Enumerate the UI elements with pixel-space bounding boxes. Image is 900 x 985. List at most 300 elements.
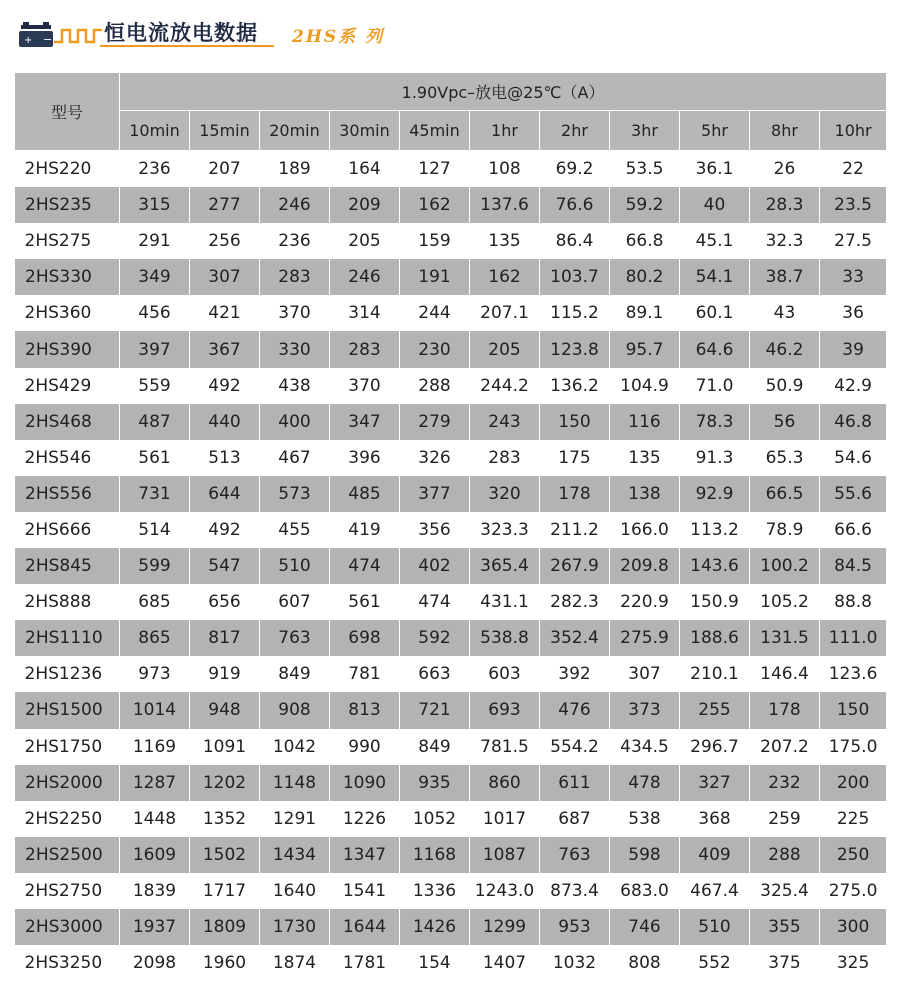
- value-cell: 510: [680, 909, 750, 945]
- column-header: 10hr: [820, 111, 887, 151]
- column-header: 1hr: [470, 111, 540, 151]
- table-row: [15, 331, 887, 367]
- value-cell: 763: [260, 620, 330, 656]
- value-cell: 92.9: [680, 476, 750, 512]
- value-cell: 1226: [330, 801, 400, 837]
- model-cell: 2HS220: [15, 151, 120, 188]
- model-cell: 2HS888: [15, 584, 120, 620]
- value-cell: 232: [750, 765, 820, 801]
- value-cell: 1287: [120, 765, 190, 801]
- value-cell: 65.3: [750, 440, 820, 476]
- value-cell: 38.7: [750, 259, 820, 295]
- value-cell: 538: [610, 801, 680, 837]
- value-cell: 211.2: [540, 512, 610, 548]
- value-cell: 178: [750, 692, 820, 728]
- value-cell: 307: [190, 259, 260, 295]
- value-cell: 104.9: [610, 368, 680, 404]
- value-cell: 259: [750, 801, 820, 837]
- value-cell: 1014: [120, 692, 190, 728]
- value-cell: 1299: [470, 909, 540, 945]
- value-cell: 42.9: [820, 368, 887, 404]
- table-row: [15, 692, 887, 728]
- value-cell: 89.1: [610, 295, 680, 331]
- header-row-group: [15, 73, 887, 111]
- value-cell: 373: [610, 692, 680, 728]
- value-cell: 1090: [330, 765, 400, 801]
- value-cell: 438: [260, 368, 330, 404]
- value-cell: 559: [120, 368, 190, 404]
- value-cell: 86.4: [540, 223, 610, 259]
- value-cell: 135: [470, 223, 540, 259]
- page-title: 恒电流放电数据: [104, 20, 258, 45]
- value-cell: 103.7: [540, 259, 610, 295]
- value-cell: 64.6: [680, 331, 750, 367]
- column-header: 20min: [260, 111, 330, 151]
- value-cell: 136.2: [540, 368, 610, 404]
- value-cell: 598: [610, 837, 680, 873]
- model-header: 型号: [15, 73, 120, 151]
- value-cell: 492: [190, 368, 260, 404]
- value-cell: 721: [400, 692, 470, 728]
- value-cell: 817: [190, 620, 260, 656]
- value-cell: 402: [400, 548, 470, 584]
- value-cell: 123.6: [820, 656, 887, 692]
- value-cell: 95.7: [610, 331, 680, 367]
- value-cell: 159: [400, 223, 470, 259]
- value-cell: 60.1: [680, 295, 750, 331]
- model-cell: 2HS1236: [15, 656, 120, 692]
- value-cell: 1839: [120, 873, 190, 909]
- series-label: 2HS系 列: [292, 27, 385, 47]
- column-header: 30min: [330, 111, 400, 151]
- value-cell: 561: [330, 584, 400, 620]
- value-cell: 279: [400, 404, 470, 440]
- value-cell: 370: [260, 295, 330, 331]
- value-cell: 36: [820, 295, 887, 331]
- table-row: [15, 909, 887, 945]
- table-row: [15, 368, 887, 404]
- value-cell: 36.1: [680, 151, 750, 188]
- value-cell: 849: [260, 656, 330, 692]
- value-cell: 440: [190, 404, 260, 440]
- table-row: [15, 223, 887, 259]
- value-cell: 873.4: [540, 873, 610, 909]
- value-cell: 1809: [190, 909, 260, 945]
- model-cell: 2HS330: [15, 259, 120, 295]
- value-cell: 54.6: [820, 440, 887, 476]
- value-cell: 781: [330, 656, 400, 692]
- value-cell: 698: [330, 620, 400, 656]
- table-row: [15, 765, 887, 801]
- value-cell: 66.5: [750, 476, 820, 512]
- value-cell: 1730: [260, 909, 330, 945]
- model-cell: 2HS275: [15, 223, 120, 259]
- value-cell: 71.0: [680, 368, 750, 404]
- value-cell: 849: [400, 729, 470, 765]
- value-cell: 267.9: [540, 548, 610, 584]
- value-cell: 1091: [190, 729, 260, 765]
- value-cell: 28.3: [750, 187, 820, 223]
- value-cell: 687: [540, 801, 610, 837]
- value-cell: 1960: [190, 945, 260, 981]
- value-cell: 330: [260, 331, 330, 367]
- value-cell: 731: [120, 476, 190, 512]
- value-cell: 644: [190, 476, 260, 512]
- value-cell: 27.5: [820, 223, 887, 259]
- table-row: [15, 873, 887, 909]
- value-cell: 315: [120, 187, 190, 223]
- value-cell: 325: [820, 945, 887, 981]
- value-cell: 561: [120, 440, 190, 476]
- value-cell: 514: [120, 512, 190, 548]
- value-cell: 663: [400, 656, 470, 692]
- value-cell: 154: [400, 945, 470, 981]
- table-row: [15, 620, 887, 656]
- value-cell: 1717: [190, 873, 260, 909]
- value-cell: 492: [190, 512, 260, 548]
- table-row: [15, 151, 887, 188]
- value-cell: 434.5: [610, 729, 680, 765]
- value-cell: 1052: [400, 801, 470, 837]
- value-cell: 485: [330, 476, 400, 512]
- value-cell: 1640: [260, 873, 330, 909]
- value-cell: 1448: [120, 801, 190, 837]
- model-cell: 2HS666: [15, 512, 120, 548]
- value-cell: 39: [820, 331, 887, 367]
- value-cell: 131.5: [750, 620, 820, 656]
- value-cell: 127: [400, 151, 470, 188]
- value-cell: 685: [120, 584, 190, 620]
- value-cell: 123.8: [540, 331, 610, 367]
- column-header: 45min: [400, 111, 470, 151]
- value-cell: 256: [190, 223, 260, 259]
- model-cell: 2HS546: [15, 440, 120, 476]
- model-cell: 2HS360: [15, 295, 120, 331]
- model-cell: 2HS1500: [15, 692, 120, 728]
- value-cell: 207.2: [750, 729, 820, 765]
- value-cell: 191: [400, 259, 470, 295]
- value-cell: 205: [470, 331, 540, 367]
- table-row: [15, 187, 887, 223]
- value-cell: 138: [610, 476, 680, 512]
- value-cell: 277: [190, 187, 260, 223]
- table-row: [15, 945, 887, 981]
- value-cell: 603: [470, 656, 540, 692]
- model-cell: 2HS2250: [15, 801, 120, 837]
- value-cell: 283: [260, 259, 330, 295]
- value-cell: 547: [190, 548, 260, 584]
- value-cell: 1541: [330, 873, 400, 909]
- value-cell: 1609: [120, 837, 190, 873]
- value-cell: 283: [330, 331, 400, 367]
- value-cell: 143.6: [680, 548, 750, 584]
- value-cell: 552: [680, 945, 750, 981]
- value-cell: 166.0: [610, 512, 680, 548]
- value-cell: 323.3: [470, 512, 540, 548]
- value-cell: 244: [400, 295, 470, 331]
- value-cell: 1202: [190, 765, 260, 801]
- value-cell: 78.3: [680, 404, 750, 440]
- value-cell: 1937: [120, 909, 190, 945]
- model-cell: 2HS390: [15, 331, 120, 367]
- table-row: [15, 801, 887, 837]
- value-cell: 573: [260, 476, 330, 512]
- value-cell: 1168: [400, 837, 470, 873]
- table-row: [15, 440, 887, 476]
- value-cell: 2098: [120, 945, 190, 981]
- value-cell: 164: [330, 151, 400, 188]
- value-cell: 326: [400, 440, 470, 476]
- value-cell: 1032: [540, 945, 610, 981]
- value-cell: 431.1: [470, 584, 540, 620]
- value-cell: 111.0: [820, 620, 887, 656]
- value-cell: 1169: [120, 729, 190, 765]
- value-cell: 291: [120, 223, 190, 259]
- value-cell: 178: [540, 476, 610, 512]
- value-cell: 33: [820, 259, 887, 295]
- column-header: 15min: [190, 111, 260, 151]
- value-cell: 377: [400, 476, 470, 512]
- value-cell: 108: [470, 151, 540, 188]
- value-cell: 935: [400, 765, 470, 801]
- value-cell: 69.2: [540, 151, 610, 188]
- value-cell: 813: [330, 692, 400, 728]
- table-body: [15, 151, 887, 982]
- value-cell: 288: [400, 368, 470, 404]
- value-cell: 225: [820, 801, 887, 837]
- value-cell: 300: [820, 909, 887, 945]
- model-cell: 2HS235: [15, 187, 120, 223]
- discharge-table: [14, 72, 887, 981]
- wave-icon: [54, 22, 104, 48]
- page-header: [0, 0, 900, 60]
- value-cell: 54.1: [680, 259, 750, 295]
- value-cell: 40: [680, 187, 750, 223]
- value-cell: 1407: [470, 945, 540, 981]
- value-cell: 1874: [260, 945, 330, 981]
- value-cell: 22: [820, 151, 887, 188]
- value-cell: 599: [120, 548, 190, 584]
- value-cell: 275.9: [610, 620, 680, 656]
- value-cell: 611: [540, 765, 610, 801]
- value-cell: 282.3: [540, 584, 610, 620]
- value-cell: 860: [470, 765, 540, 801]
- model-cell: 2HS429: [15, 368, 120, 404]
- value-cell: 513: [190, 440, 260, 476]
- value-cell: 116: [610, 404, 680, 440]
- value-cell: 1434: [260, 837, 330, 873]
- group-header: 1.90Vpc–放电@25℃（A）: [120, 73, 887, 111]
- svg-text:−: −: [43, 33, 53, 46]
- value-cell: 476: [540, 692, 610, 728]
- value-cell: 100.2: [750, 548, 820, 584]
- value-cell: 397: [120, 331, 190, 367]
- model-cell: 2HS1110: [15, 620, 120, 656]
- value-cell: 189: [260, 151, 330, 188]
- value-cell: 953: [540, 909, 610, 945]
- value-cell: 327: [680, 765, 750, 801]
- value-cell: 150: [540, 404, 610, 440]
- column-header: 8hr: [750, 111, 820, 151]
- value-cell: 1502: [190, 837, 260, 873]
- value-cell: 356: [400, 512, 470, 548]
- value-cell: 1087: [470, 837, 540, 873]
- table-row: [15, 584, 887, 620]
- model-cell: 2HS468: [15, 404, 120, 440]
- value-cell: 1291: [260, 801, 330, 837]
- value-cell: 478: [610, 765, 680, 801]
- table-row: [15, 404, 887, 440]
- value-cell: 370: [330, 368, 400, 404]
- table-row: [15, 729, 887, 765]
- value-cell: 135: [610, 440, 680, 476]
- value-cell: 230: [400, 331, 470, 367]
- value-cell: 865: [120, 620, 190, 656]
- value-cell: 115.2: [540, 295, 610, 331]
- value-cell: 990: [330, 729, 400, 765]
- value-cell: 421: [190, 295, 260, 331]
- value-cell: 781.5: [470, 729, 540, 765]
- value-cell: 53.5: [610, 151, 680, 188]
- table-row: [15, 295, 887, 331]
- column-header: 2hr: [540, 111, 610, 151]
- value-cell: 283: [470, 440, 540, 476]
- value-cell: 592: [400, 620, 470, 656]
- value-cell: 205: [330, 223, 400, 259]
- model-cell: 2HS3000: [15, 909, 120, 945]
- value-cell: 150.9: [680, 584, 750, 620]
- value-cell: 162: [470, 259, 540, 295]
- value-cell: 474: [330, 548, 400, 584]
- value-cell: 209.8: [610, 548, 680, 584]
- model-cell: 2HS556: [15, 476, 120, 512]
- value-cell: 246: [330, 259, 400, 295]
- value-cell: 175: [540, 440, 610, 476]
- value-cell: 455: [260, 512, 330, 548]
- value-cell: 188.6: [680, 620, 750, 656]
- value-cell: 88.8: [820, 584, 887, 620]
- value-cell: 32.3: [750, 223, 820, 259]
- model-cell: 2HS2500: [15, 837, 120, 873]
- value-cell: 656: [190, 584, 260, 620]
- value-cell: 146.4: [750, 656, 820, 692]
- value-cell: 808: [610, 945, 680, 981]
- value-cell: 288: [750, 837, 820, 873]
- value-cell: 320: [470, 476, 540, 512]
- table-row: [15, 259, 887, 295]
- value-cell: 474: [400, 584, 470, 620]
- value-cell: 66.6: [820, 512, 887, 548]
- value-cell: 243: [470, 404, 540, 440]
- value-cell: 66.8: [610, 223, 680, 259]
- title-underline: [100, 45, 274, 47]
- table-row: [15, 476, 887, 512]
- value-cell: 207: [190, 151, 260, 188]
- value-cell: 113.2: [680, 512, 750, 548]
- value-cell: 220.9: [610, 584, 680, 620]
- value-cell: 209: [330, 187, 400, 223]
- battery-icon: [18, 22, 54, 48]
- value-cell: 207.1: [470, 295, 540, 331]
- value-cell: 307: [610, 656, 680, 692]
- value-cell: 538.8: [470, 620, 540, 656]
- table-row: [15, 548, 887, 584]
- value-cell: 78.9: [750, 512, 820, 548]
- value-cell: 255: [680, 692, 750, 728]
- value-cell: 46.8: [820, 404, 887, 440]
- value-cell: 683.0: [610, 873, 680, 909]
- model-cell: 2HS845: [15, 548, 120, 584]
- value-cell: 1352: [190, 801, 260, 837]
- value-cell: 349: [120, 259, 190, 295]
- value-cell: 210.1: [680, 656, 750, 692]
- value-cell: 607: [260, 584, 330, 620]
- value-cell: 200: [820, 765, 887, 801]
- svg-text:+: +: [24, 35, 33, 46]
- value-cell: 137.6: [470, 187, 540, 223]
- value-cell: 467.4: [680, 873, 750, 909]
- value-cell: 400: [260, 404, 330, 440]
- value-cell: 175.0: [820, 729, 887, 765]
- model-cell: 2HS1750: [15, 729, 120, 765]
- value-cell: 162: [400, 187, 470, 223]
- table-row: [15, 512, 887, 548]
- value-cell: 948: [190, 692, 260, 728]
- value-cell: 50.9: [750, 368, 820, 404]
- value-cell: 510: [260, 548, 330, 584]
- table-row: [15, 837, 887, 873]
- header-row-columns: [15, 111, 887, 151]
- value-cell: 467: [260, 440, 330, 476]
- column-header: 3hr: [610, 111, 680, 151]
- value-cell: 392: [540, 656, 610, 692]
- value-cell: 375: [750, 945, 820, 981]
- value-cell: 1644: [330, 909, 400, 945]
- value-cell: 246: [260, 187, 330, 223]
- value-cell: 419: [330, 512, 400, 548]
- table-row: [15, 656, 887, 692]
- value-cell: 55.6: [820, 476, 887, 512]
- value-cell: 80.2: [610, 259, 680, 295]
- value-cell: 746: [610, 909, 680, 945]
- column-header: 5hr: [680, 111, 750, 151]
- value-cell: 84.5: [820, 548, 887, 584]
- value-cell: 1017: [470, 801, 540, 837]
- value-cell: 973: [120, 656, 190, 692]
- value-cell: 296.7: [680, 729, 750, 765]
- value-cell: 352.4: [540, 620, 610, 656]
- value-cell: 396: [330, 440, 400, 476]
- value-cell: 150: [820, 692, 887, 728]
- value-cell: 1042: [260, 729, 330, 765]
- value-cell: 275.0: [820, 873, 887, 909]
- value-cell: 43: [750, 295, 820, 331]
- value-cell: 368: [680, 801, 750, 837]
- value-cell: 908: [260, 692, 330, 728]
- value-cell: 105.2: [750, 584, 820, 620]
- value-cell: 365.4: [470, 548, 540, 584]
- value-cell: 244.2: [470, 368, 540, 404]
- value-cell: 456: [120, 295, 190, 331]
- model-cell: 2HS3250: [15, 945, 120, 981]
- value-cell: 367: [190, 331, 260, 367]
- value-cell: 59.2: [610, 187, 680, 223]
- value-cell: 1243.0: [470, 873, 540, 909]
- value-cell: 236: [120, 151, 190, 188]
- value-cell: 1426: [400, 909, 470, 945]
- value-cell: 1781: [330, 945, 400, 981]
- value-cell: 554.2: [540, 729, 610, 765]
